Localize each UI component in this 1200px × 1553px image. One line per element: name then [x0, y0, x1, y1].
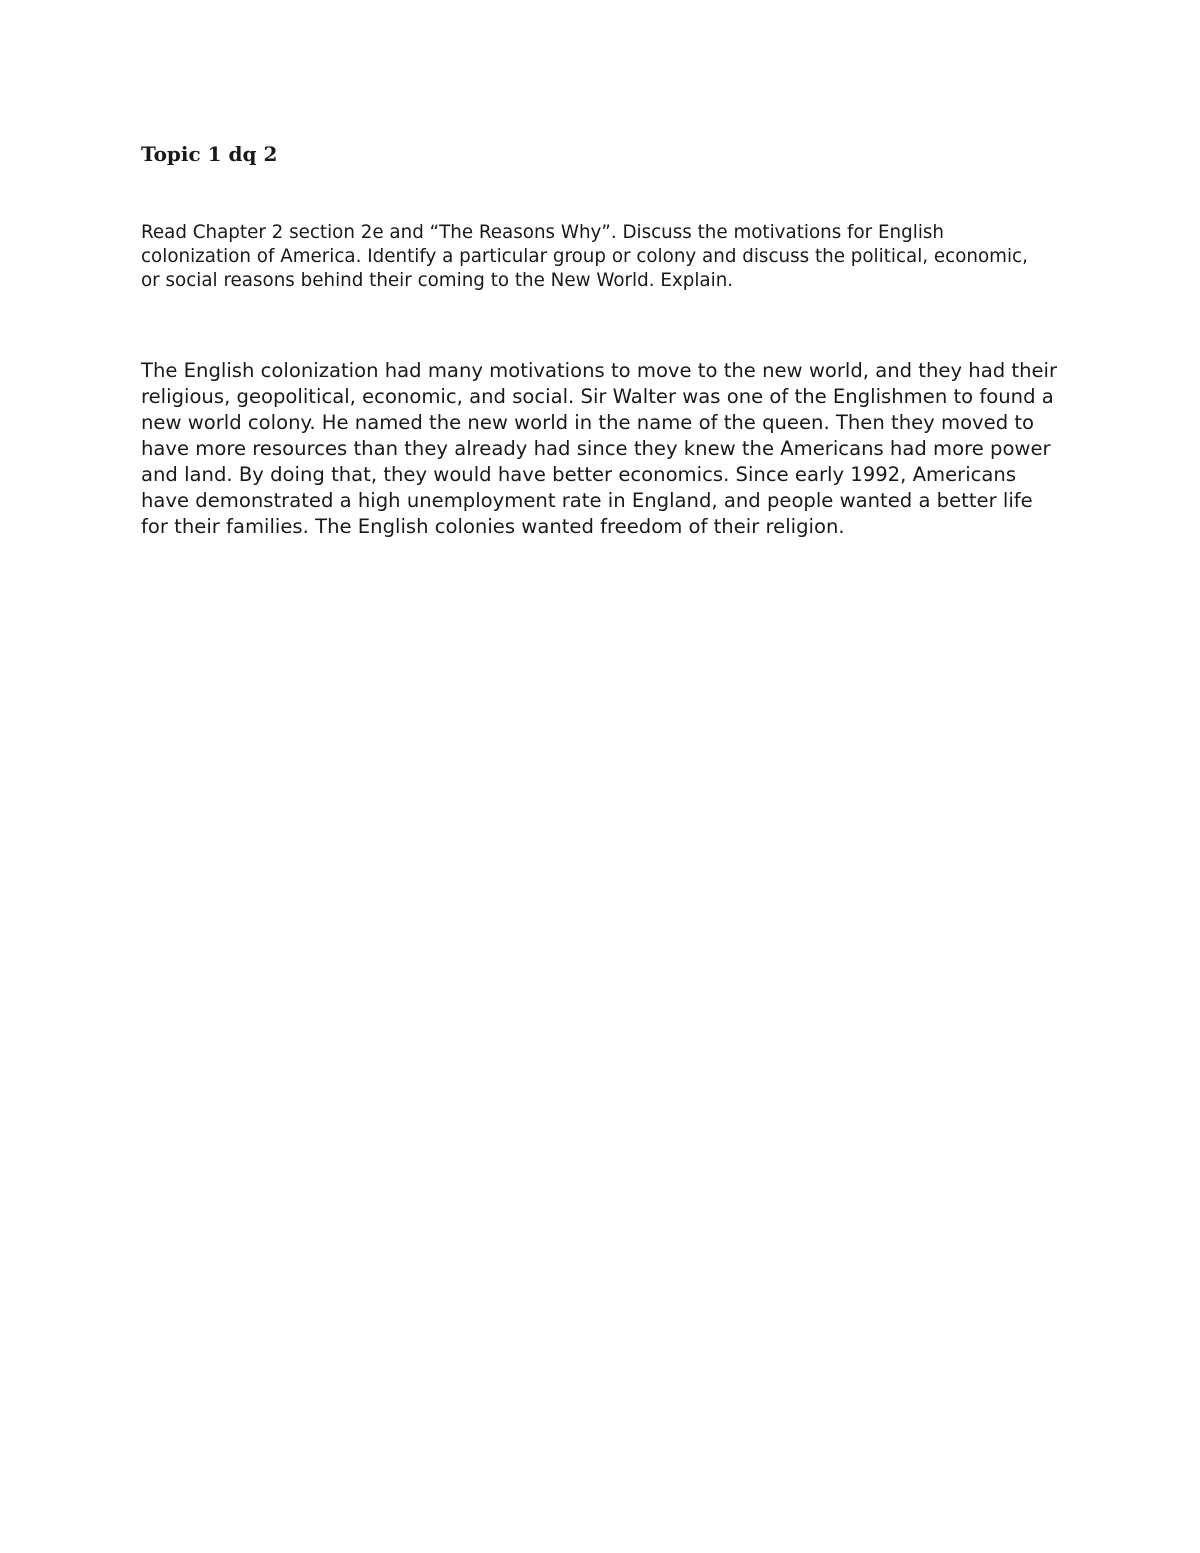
discussion-response: The English colonization had many motivations to move to the new world, and they had their religious, geopolitical, economic, and social. Sir Walter was one of the Englishmen to found a new world colony. He named the new world in the name of the queen. Then they moved to have more resources than they already had since they knew the Americans had more power and land. By doing that, they would have better economics. Since early 1992, Americans have demonstrated a high unemployment rate in England, and people wanted a better life for their families. The English colonies wanted freedom of their religion.: [141, 359, 1058, 538]
discussion-prompt: Read Chapter 2 section 2e and “The Reasons Why”. Discuss the motivations for English colonization of America. Identify a particular group or colony and discuss the political, economic, or social reasons behind their coming to the New World. Explain.: [141, 222, 1028, 291]
document-title: Topic 1 dq 2: [141, 142, 278, 166]
